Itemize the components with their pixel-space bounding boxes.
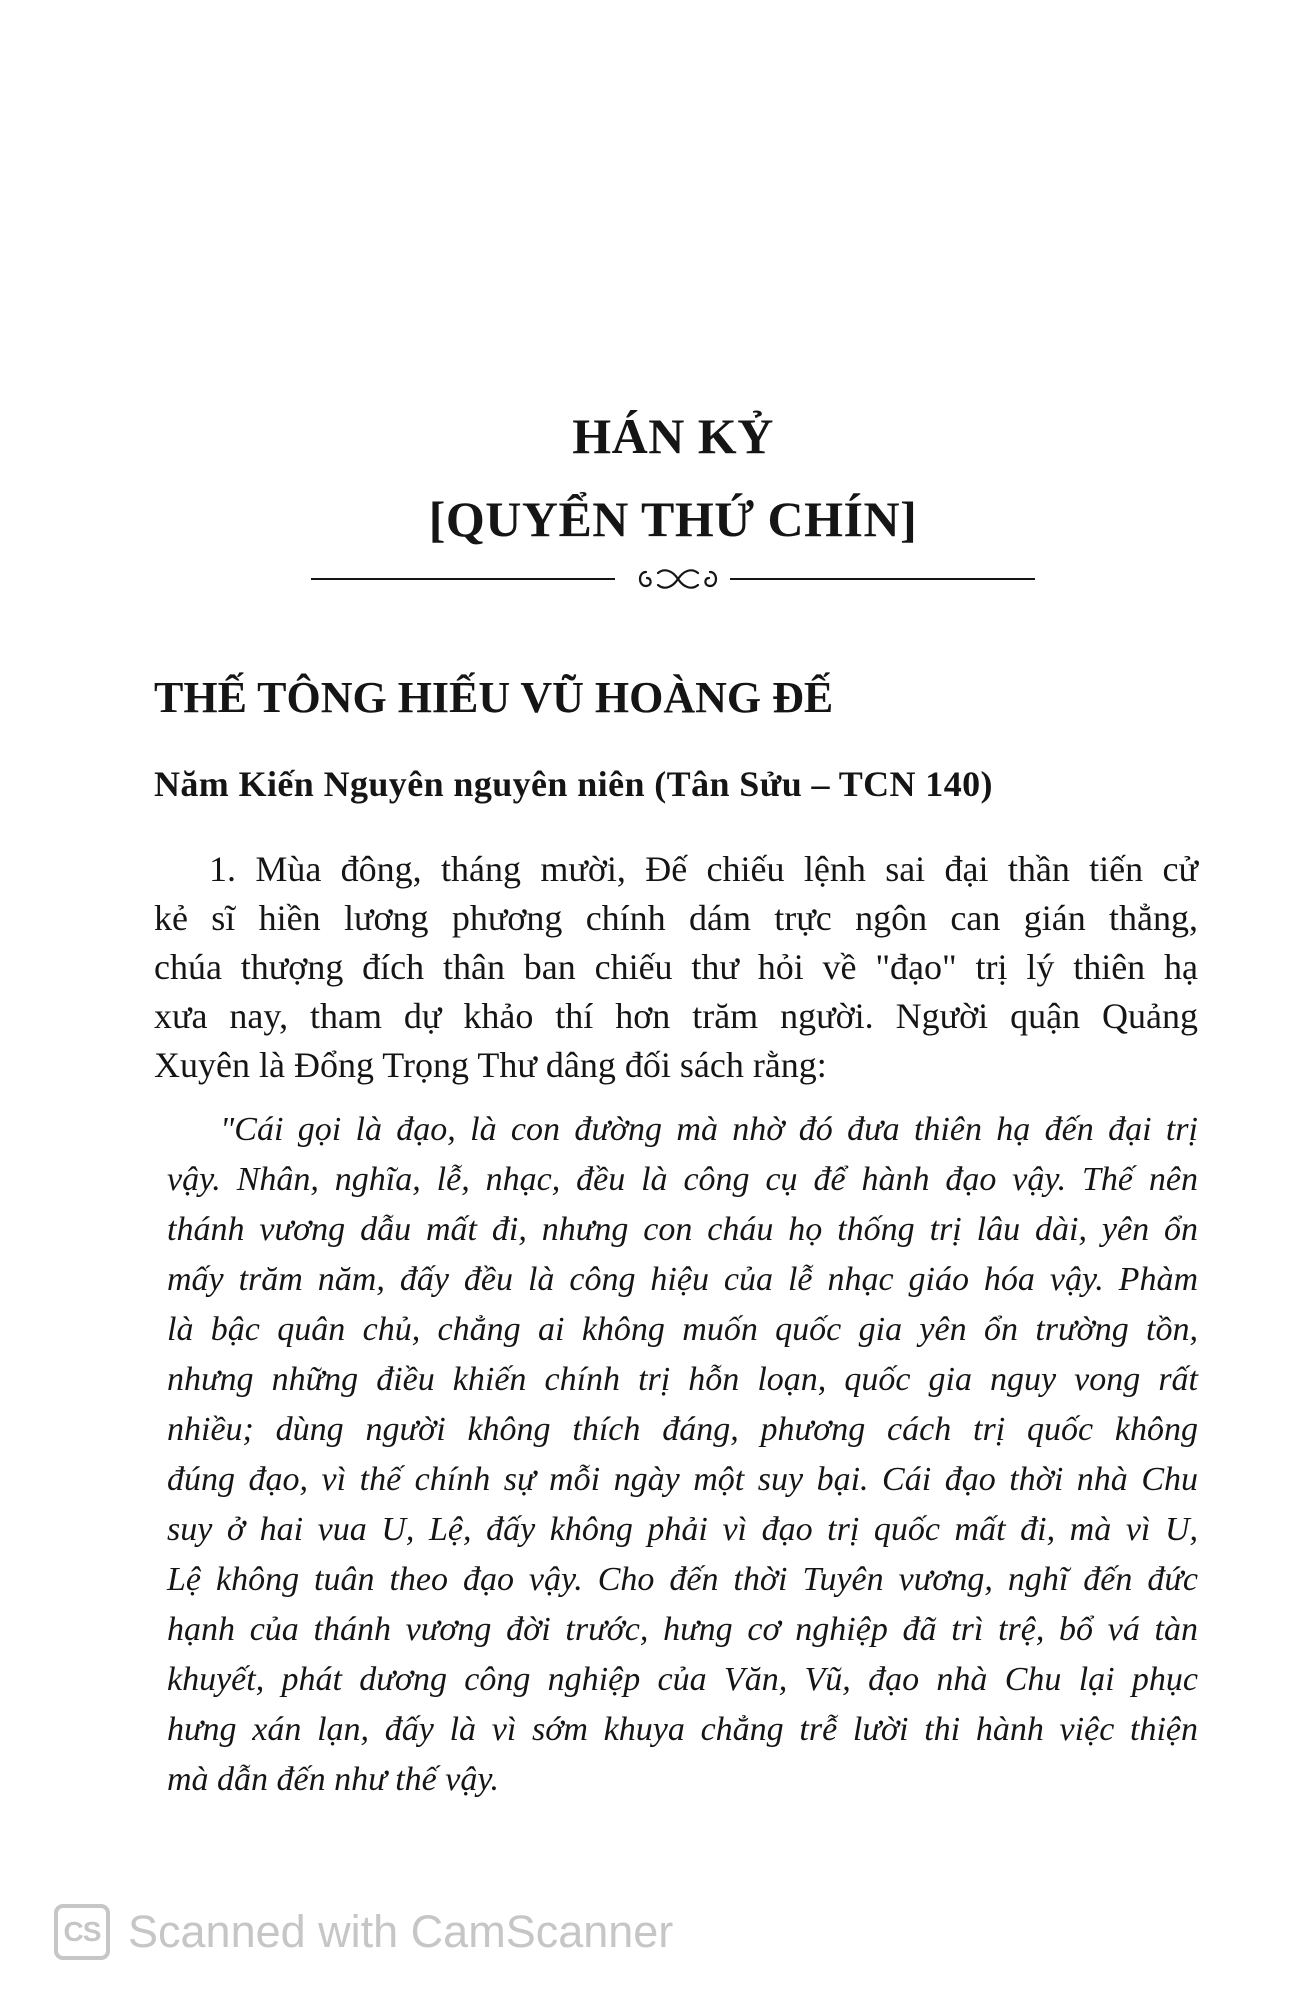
paragraph-line: chúa thượng đích thân ban chiếu thư hỏi về "đạo" trị lý thiên hạ (154, 947, 1198, 987)
quote-line: "Cái gọi là đạo, là con đường mà nhờ đó đưa thiên hạ đến đại trị (220, 1111, 1198, 1148)
quote-line: hạnh của thánh vương đời trước, hưng cơ nghiệp đã trì trệ, bổ vá tàn (167, 1611, 1198, 1648)
paragraph-line: kẻ sĩ hiền lương phương chính dám trực ngôn can gián thẳng, (154, 898, 1198, 938)
quote-block (167, 1105, 1198, 1805)
divider-rule-left (311, 578, 615, 580)
quote-line: thánh vương dẫu mất đi, nhưng con cháu họ thống trị lâu dài, yên ổn (167, 1211, 1198, 1248)
quote-line: là bậc quân chủ, chẳng ai không muốn quốc gia yên ổn trường tồn, (167, 1311, 1198, 1348)
quote-line: mấy trăm năm, đấy đều là công hiệu của lễ nhạc giáo hóa vậy. Phàm (167, 1261, 1198, 1298)
quote-line: nhưng những điều khiến chính trị hỗn loạn, quốc gia nguy vong rất (167, 1361, 1198, 1398)
quote-line: suy ở hai vua U, Lệ, đấy không phải vì đạo trị quốc mất đi, mà vì U, (167, 1511, 1198, 1548)
watermark-text: Scanned with CamScanner (128, 1906, 674, 1957)
year-heading: Năm Kiến Nguyên nguyên niên (Tân Sửu – TCN 140) (154, 764, 993, 804)
quote-line: đúng đạo, vì thế chính sự mỗi ngày một suy bại. Cái đạo thời nhà Chu (167, 1461, 1198, 1498)
section-heading: THẾ TÔNG HIẾU VŨ HOÀNG ĐẾ (154, 673, 834, 722)
body-paragraph (154, 845, 1198, 1090)
quote-line: mà dẫn đến như thế vậy. (167, 1761, 500, 1798)
divider-rule-right (730, 578, 1035, 580)
paragraph-line: Xuyên là Đổng Trọng Thư dâng đối sách rằng: (154, 1045, 827, 1085)
camscanner-logo-icon: CS (54, 1904, 110, 1960)
paragraph-line: xưa nay, tham dự khảo thí hơn trăm người. Người quận Quảng (154, 996, 1198, 1036)
quote-line: vậy. Nhân, nghĩa, lễ, nhạc, đều là công cụ để hành đạo vậy. Thế nên (167, 1161, 1198, 1198)
paragraph-line: 1. Mùa đông, tháng mười, Đế chiếu lệnh sai đại thần tiến cử (209, 849, 1198, 889)
quote-line: nhiều; dùng người không thích đáng, phương cách trị quốc không (167, 1411, 1198, 1448)
quote-line: hưng xán lạn, đấy là vì sớm khuya chẳng trễ lười thi hành việc thiện (167, 1711, 1198, 1748)
ornament-icon (634, 566, 722, 592)
volume-title: [QUYỂN THỨ CHÍN] (428, 491, 918, 547)
quote-line: Lệ không tuân theo đạo vậy. Cho đến thời Tuyên vương, nghĩ đến đức (167, 1561, 1198, 1598)
book-title: HÁN KỶ (572, 408, 774, 464)
quote-line: khuyết, phát dương công nghiệp của Văn, Vũ, đạo nhà Chu lại phục (167, 1661, 1198, 1698)
